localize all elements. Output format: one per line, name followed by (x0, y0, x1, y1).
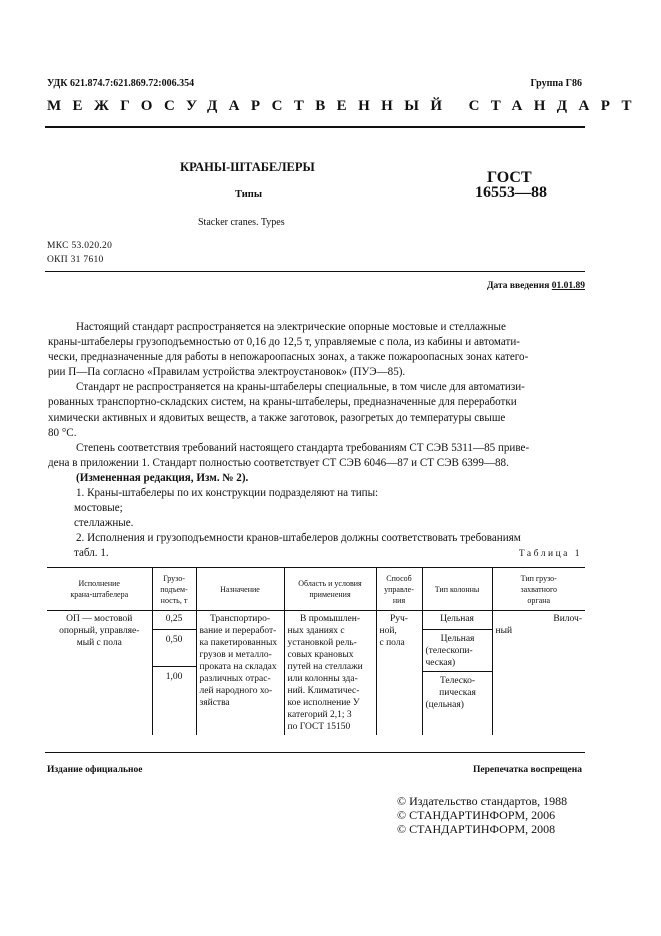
document-subtitle: Типы (235, 189, 263, 200)
table-row (47, 611, 585, 736)
control-cell: Руч- ной, с пола (376, 611, 422, 736)
effective-date-value: 01.01.89 (551, 281, 585, 291)
purpose-cell: Транспортиро- вание и переработ- ка пакетированных грузов и металло- проката на складах различных отрас- лей народного хо- зяйства (196, 611, 284, 736)
edition-note: (Измененная редакция, Изм. № 2). (76, 471, 249, 484)
item-2-cont: табл. 1. (74, 547, 109, 560)
p2-line: Стандарт не распространяется на краны-штабелеры специальные, в том числе для автоматизи- (76, 381, 525, 394)
gost-label: ГОСТ (487, 169, 532, 186)
p2-line: рованных транспортно-складских систем, на краны-штабелеры, предназначенные для переработки (48, 396, 517, 409)
header-cell: Грузо- подъем- ность, т (152, 568, 196, 611)
copyright-line: © Издательство стандартов, 1988 (397, 794, 568, 808)
p2-line: 80 °С. (48, 426, 77, 439)
header-cell: Исполнение крана-штабелера (47, 568, 152, 611)
item-1: 1. Краны-штабелеры по их конструкции подразделяют на типы: (76, 487, 379, 500)
header-cell: Область и условия применения (284, 568, 376, 611)
mks-code: МКС 53.020.20 (47, 241, 113, 251)
english-title: Stacker cranes. Types (198, 217, 285, 228)
group-code: Группа Г86 (530, 78, 582, 89)
header-cell: Способ управле- ния (376, 568, 422, 611)
body-text (48, 320, 584, 562)
reprint-prohibited: Перепечатка воспрещена (472, 765, 582, 775)
item-2: 2. Исполнения и грузоподъемности кранов-штабелеров должны соответствовать требованиям (76, 532, 521, 545)
load-value: 0,50 (165, 635, 183, 645)
p1-line: Настоящий стандарт распространяется на электрические опорные мостовые и стеллажные (76, 321, 506, 333)
load-value: 1,00 (165, 672, 183, 682)
p1-line: краны-штабелеры грузоподъемностью от 0,16 до 12,5 т, управляемые с пола, из кабины и автомати- (48, 336, 520, 349)
p2-line: химически активных и ядовитых веществ, а также заготовок, разогретых до температуры свыше (48, 411, 506, 424)
execution-cell: ОП — мостовой опорный, управляе- мый с пола (47, 611, 152, 736)
table-header-row (47, 568, 585, 611)
document-title: КРАНЫ-ШТАБЕЛЕРЫ (180, 160, 315, 174)
load-cell (152, 611, 196, 736)
p1-line: рии П—Па согласно «Правилам устройства электроустановок» (ПУЭ—85). (48, 366, 406, 379)
codes-rule (45, 271, 585, 272)
header-cell: Назначение (196, 568, 284, 611)
p1-line: чески, предназначенные для работы в непожароопасных зонах, а также пожароопасных зонах катего- (48, 351, 529, 364)
column-type-cell: Цельная Цельная (телескопи- ческая) Телеско- пическая (цельная) (422, 611, 492, 736)
header-rule (45, 126, 585, 128)
copyright-line: © СТАНДАРТИНФОРМ, 2006 (397, 808, 556, 822)
effective-date (487, 281, 585, 291)
gost-number: 16553—88 (475, 184, 547, 201)
p3-line: дена в приложении 1. Стандарт полностью соответствует СТ СЭВ 6046—87 и СТ СЭВ 6399—88. (48, 456, 509, 469)
udk-code: УДК 621.874.7:621.869.72:006.354 (47, 78, 195, 89)
type-item: стеллажные. (74, 517, 134, 530)
footer-rule (45, 752, 585, 753)
official-edition: Издание официальное (47, 765, 143, 775)
p3-line: Степень соответствия требований настоящего стандарта требованиям СТ СЭВ 5311—85 приве- (76, 441, 530, 454)
load-value: 0,25 (165, 614, 183, 624)
standard-banner: МЕЖГОСУДАРСТВЕННЫЙ СТАНДАРТ (47, 98, 643, 114)
types-table (47, 567, 585, 735)
type-item: мостовые; (74, 502, 123, 515)
header-cell: Тип грузо- захватного органа (492, 568, 585, 611)
okp-code: ОКП 31 7610 (47, 255, 104, 265)
gripper-cell: Вилоч- ный (492, 611, 585, 736)
effective-date-label: Дата введения (486, 281, 550, 291)
header-cell: Тип колонны (422, 568, 492, 611)
copyright-line: © СТАНДАРТИНФОРМ, 2008 (397, 822, 556, 836)
table-label: Таблица 1 (518, 549, 582, 559)
area-cell: В промышлен- ных зданиях с установкой рель- совых крановых путей на стеллажи или колонны зда- ний. Климатичес- кое исполнение У категорий 2,1; 3 по ГОСТ 15150 (284, 611, 376, 736)
